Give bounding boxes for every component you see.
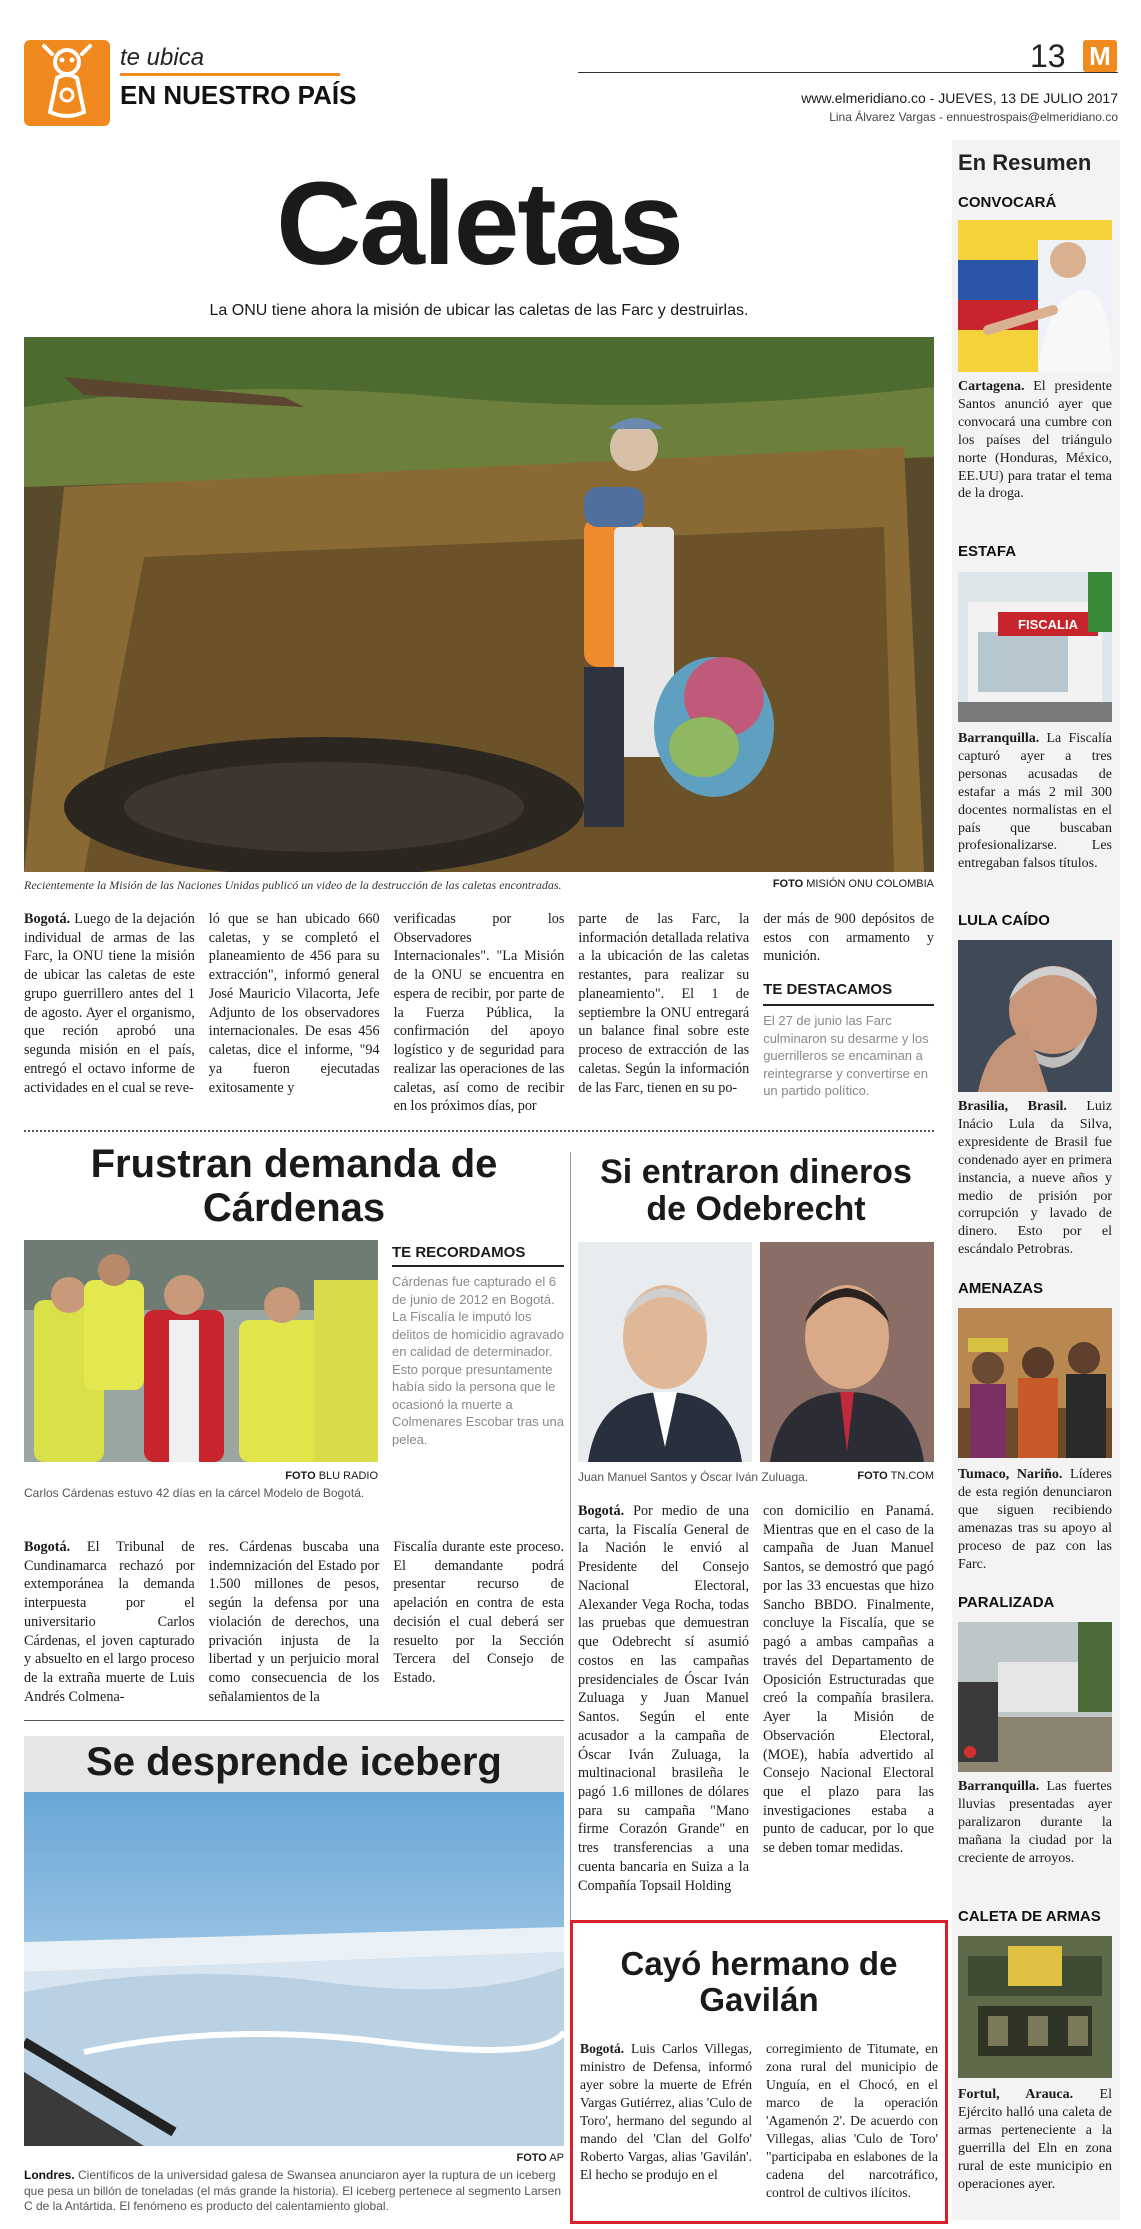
sidebar-photo-santos [958,220,1112,372]
dateline-lead: Bogotá. [578,1503,625,1519]
column-separator [570,1152,571,1920]
fiscalia-sign: FISCALIA [1018,617,1078,632]
main-deck: La ONU tiene ahora la misión de ubicar las caletas de las Farc y destruirlas. [209,302,749,319]
dateline-lead: Bogotá. [24,1539,71,1555]
item-text: Luiz Inácio Lula da Silva, expresidente de Brasil fue condenado ayer en primera instancia, a nueve años y medio de prisión por corrupción y lavado de dinero. Esto por el escándalo Petrobras. [958,1099,1113,1258]
cardenas-body [24,1538,564,1707]
credit-label: FOTO [516,2152,547,2164]
gavilan-col-2: corregimiento de Titumate, en zona rural del municipio de Unguía, en el Chocó, en el marco de la operación 'Agamenón 2'. De acuerdo con Villegas, alias 'Culo de Toro' "participaba en eslabones de la cadena del narcotráfico, control de cultivos ilícitos. [766,2041,938,2200]
credit-source: TN.COM [890,1470,934,1482]
sidebar-photo-fiscalia [958,572,1112,722]
section-title: EN NUESTRO PAÍS [120,80,357,110]
section-kicker: te ubica [120,44,205,71]
credit-label: FOTO [772,878,804,890]
divider [24,1720,564,1721]
gavilan-headline: Cayó hermano de Gavilán [620,1945,898,2019]
col-text: Por medio de una carta, la Fiscalía General de la Nación le envió al Presidente del Consejo Nacional Electoral, Alexander Vega Rocha, todas las pruebas que demuestran que Odebrecht sí asumió costos en las campañas presidenciales de Óscar Iván Zuluaga y Juan Manuel Santos. Según el ente acusador a la campaña de Óscar Iván Zuluaga, la multinacional brasileña le pagó 1.6 millones de dólares para su campaña "Mano firme Corazón Grande" en tres transferencias a una cuenta bancaria en Suiza a la Compañía Topsail Holding [578,1503,749,1894]
sidebar-item-text [958,2086,1112,2193]
main-photo-caption: Recientemente la Misión de las Naciones Unidas publicó un video de la destrucción de las caletas encontradas. [24,878,562,892]
col-text: Luego de la dejación individual de armas de las Farc, la ONU tiene la misión de ubicar las caletas de este grupo guerrillero antes del 1 de agosto. Ayer el organismo, que reción aprobó una segunda misión en el país, entregó el octavo informe de actividades en el cual se reve- [24,911,195,1096]
cardenas-photo-credit [24,1470,378,1482]
page-number: 13 [1030,38,1066,74]
credit-source: BLU RADIO [318,1470,378,1482]
dateline-lead: Brasilia, Brasil. [958,1099,1067,1114]
gavilan-col-1 [580,2040,752,2201]
dateline-lead: Barranquilla. [958,1779,1040,1794]
main-col-5 [763,910,934,1116]
divider [24,1130,934,1132]
credit-source: AP [549,2152,564,2164]
cardenas-headline: Frustran demanda de Cárdenas [90,1142,498,1230]
cardenas-photo [24,1240,378,1462]
dateline-lead: Bogotá. [580,2041,625,2056]
col-text: der más de 900 depósitos de estos con armamento y munición. [763,911,934,965]
iceberg-caption [24,2168,564,2215]
dateline-lead: Londres. [24,2168,75,2182]
note-label: TE RECORDAMOS [392,1244,564,1267]
dateline-lead: Fortul, Arauca. [958,2087,1074,2102]
sidebar-item-text [958,1466,1112,1573]
gavilan-body [580,2040,938,2201]
sidebar-item-text [958,378,1112,503]
item-text: El Ejército halló una caleta de armas perteneciente a la guerrilla del Eln en zona rural de este municipio en operaciones ayer. [958,2087,1112,2192]
dateline-lead: Barranquilla. [958,731,1040,746]
sidebar-item-label: CONVOCARÁ [958,194,1057,211]
item-text: El presidente Santos anunció ayer que convocará una cumbre con los países del triángulo norte (Honduras, México, EE.UU) para tratar el tema de la droga. [958,379,1112,502]
iceberg-photo-credit [480,2152,564,2164]
iceberg-headline: Se desprende iceberg [86,1740,502,1784]
odebrecht-col-2: con domicilio en Panamá. Mientras que en el caso de la campaña de Juan Manuel Santos, se demostró que pagó por las 33 encuestas que hizo Sancho BBDO. Finalmente, concluye la Fiscalía, que se pagó a ambas campañas a través del Departamento de Oposición Estructuradas que creó la compañía brasilera. Ayer la Misión de Observación Electoral, (MOE), había advertido al Consejo Nacional Electoral que el plazo para las investigaciones estaba a punto de caducar, por lo que se deben tomar medidas. [763,1503,934,1857]
note-text: Cárdenas fue capturado el 6 de junio de 2012 en Bogotá. La Fiscalía le imputó los delitos de homicidio agravado en calidad de determinador. Esto porque presuntamente había sido la persona que le ocasionó la muerte a Colmenares Escobar tras una pelea. [392,1274,564,1447]
section-rule [120,73,340,76]
odebrecht-headline: Si entraron dineros de Odebrecht [600,1153,912,1229]
zuluaga-photo [760,1242,934,1462]
note-text: El 27 de junio las Farc culminaron su desarme y los guerrilleros se encaminan a reintegrarse y convertirse en un partido político. [763,1013,929,1099]
brand-logo: M [1083,40,1117,72]
sidebar-title: En Resumen [958,150,1092,175]
credit-label: FOTO [857,1470,888,1482]
main-col-2: ló que se han ubicado 660 caletas, y se completó el planeamiento de 456 para su extracción", informó general José Mauricio Vilacorta, Jefe Adjunto de los observadores internacionales. De esas 456 caletas, dice el informe, "94 ya fueron ejecutadas exitosamente y [208,911,380,1096]
byline: Lina Álvarez Vargas - ennuestrospais@elmeridiano.co [829,110,1118,124]
sidebar-item-text [958,730,1112,873]
credit-label: FOTO [285,1470,316,1482]
odebrecht-photo-caption: Juan Manuel Santos y Óscar Iván Zuluaga. [578,1470,809,1484]
sidebar-photo-lula [958,940,1112,1092]
section-logo [24,40,110,126]
iceberg-photo [24,1792,564,2146]
santos-photo [578,1242,752,1462]
main-headline: Caletas [276,158,682,290]
dateline-lead: Tumaco, Nariño. [958,1467,1063,1482]
cardenas-col-1 [24,1538,195,1707]
item-text: La Fiscalía capturó ayer a tres personas acusadas de estafar a más 2 mil 300 docentes normalistas en el país que buscaban profesionalizarse. Les entregaban falsos títulos. [958,731,1112,872]
cardenas-photo-caption: Carlos Cárdenas estuvo 42 días en la cárcel Modelo de Bogotá. [24,1486,365,1500]
cardenas-col-2: res. Cárdenas buscaba una indemnización del Estado por 1.500 millones de pesos, según la defensa por una violación de derechos, una privación injusta de la libertad y un perjuicio moral como consecuencia de los señalamientos de la [208,1539,380,1705]
main-col-4: parte de las Farc, la información detallada relativa a la ubicación de las caletas restantes, para realizar su planeamiento". El 1 de septiembre la ONU entregará un balance final sobre este proceso de extracción de las caletas. Según la información de las Farc, tienen en su po- [578,911,750,1096]
main-col-1 [24,910,195,1116]
caption-text: Científicos de la universidad galesa de Swansea anunciaron ayer la ruptura de un iceberg que pesa un billón de toneladas (el más grande la historia). El iceberg pertenece al segmento Larsen C de la Antártida. El fenómeno es producto del calentamiento global. [24,2168,561,2214]
sidebar-item-label: AMENAZAS [958,1280,1043,1297]
cardenas-col-3: Fiscalía durante este proceso. El demandante podrá presentar recurso de apelación en contra de esta decisión el cual deberá ser resuelto por la Sección Tercera del Consejo de Estado. [393,1539,564,1687]
col-text: Luis Carlos Villegas, ministro de Defensa, informó ayer sobre la muerte de Efrén Vargas Gutiérrez, alias 'Culo de Toro', hermano del segundo al mando del 'Clan del Golfo' Roberto Vargas, alias 'Gavilán'. El hecho se produjo en el [580,2041,752,2182]
credit-source: MISIÓN ONU COLOMBIA [806,878,934,890]
sidebar-item-text [958,1098,1112,1259]
odebrecht-body [578,1502,934,1895]
item-text: Líderes de esta región denunciaron que siguen recibiendo amenazas tras su apoyo al proceso de paz con las Farc. [958,1467,1113,1572]
sidebar-item-label: CALETA DE ARMAS [958,1908,1101,1925]
sidebar-item-text [958,1778,1112,1868]
sidebar-photo-tumaco [958,1308,1112,1458]
note-label: TE DESTACAMOS [763,980,934,1006]
main-story-body [24,910,934,1116]
figure-icon [24,40,110,126]
dateline-lead: Cartagena. [958,379,1025,394]
col-text: El Tribunal de Cundinamarca rechazó por extemporánea la demanda interpuesta por el universitario Carlos Cárdenas, el joven capturado y absuelto en el largo proceso de la extraña muerte de Luis Andrés Colmena- [24,1539,195,1705]
sidebar-photo-arauca [958,1936,1112,2078]
odebrecht-col-1 [578,1502,749,1895]
sidebar-item-label: ESTAFA [958,543,1017,560]
sidebar-item-label: LULA CAÍDO [958,912,1050,929]
cardenas-note [392,1244,564,1448]
sidebar-item-label: PARALIZADA [958,1594,1055,1611]
main-photo [24,337,934,872]
odebrecht-photo-credit [840,1470,934,1482]
main-col-3: verificadas por los Observadores Internacionales". "La Misión de la ONU se encuentra en espera de recibir, por parte de la Fuerza Pública, la confirmación del apoyo logístico y de seguridad para realizar las operaciones de las caletas, así como de recibir en los próximos días, por [393,911,565,1115]
item-text: Las fuertes lluvias presentadas ayer paralizaron durante la mañana la ciudad por la creciente de arroyos. [958,1779,1112,1866]
dateline: www.elmeridiano.co - JUEVES, 13 DE JULIO 2017 [801,90,1118,106]
dateline-lead: Bogotá. [24,911,71,927]
sidebar-photo-barranquilla [958,1622,1112,1772]
main-photo-credit [700,878,934,890]
